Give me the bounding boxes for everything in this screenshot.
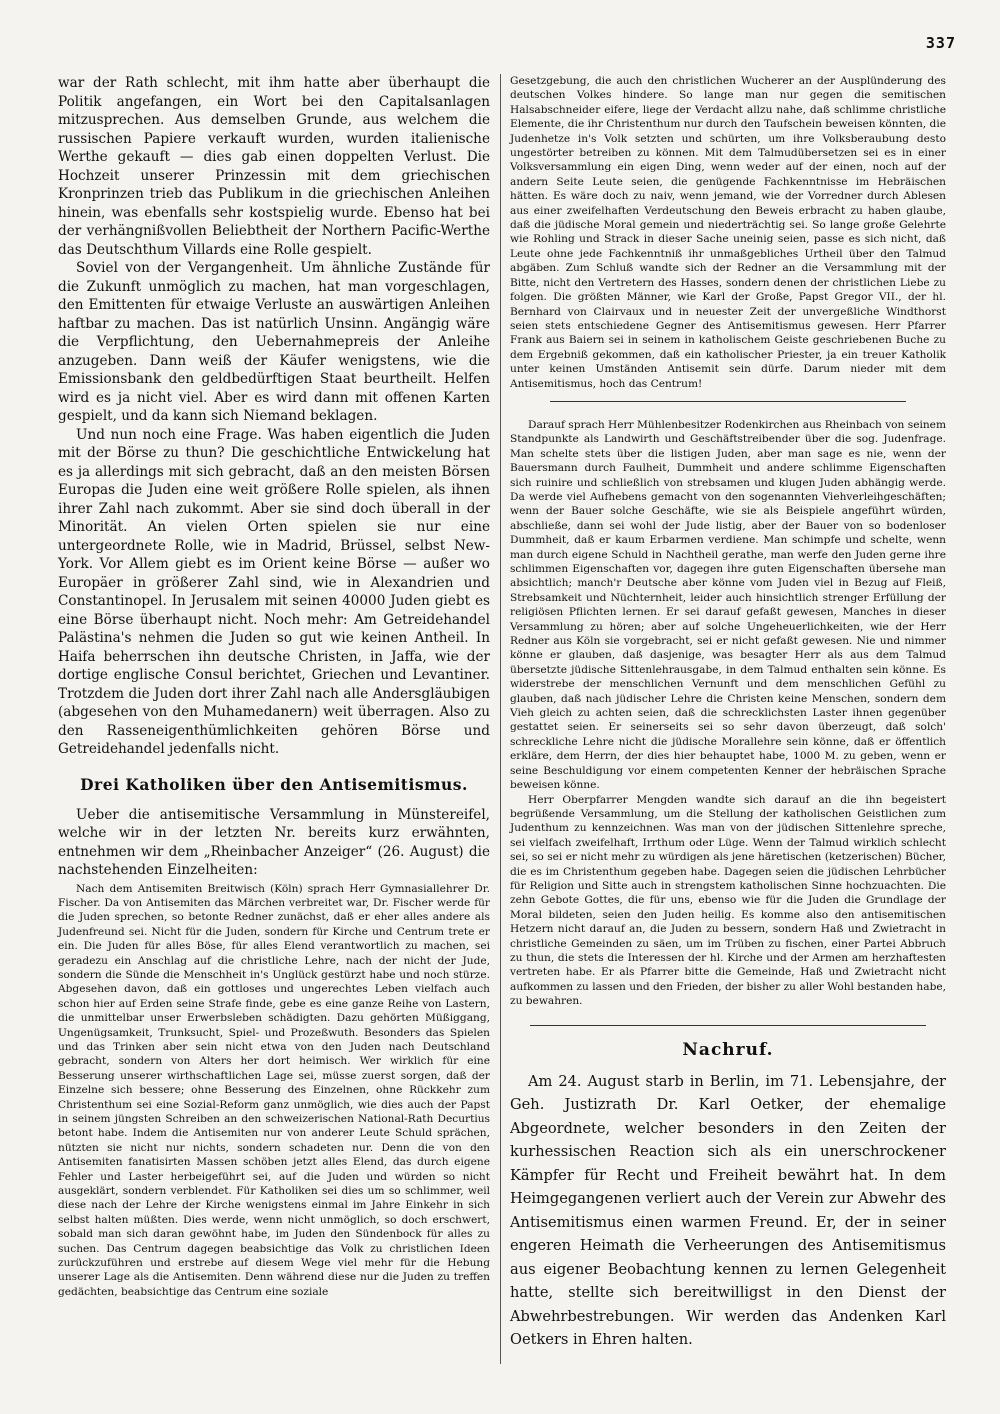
- article-paragraph-2: Soviel von der Vergangenheit. Um ähnliche Zustände für die Zukunft unmöglich zu machen, hat man vorgeschlagen, den Emittenten für etwaige Verluste an auswärtigen Anleihen haftbar zu machen. Das ist natürlich Unsinn. Angängig wäre die Verpflichtung, den Uebernahmepreis der Anleihe anzugeben. Dann weiß der Käufer wenigstens, wie die Emissionsbank den geldbedürftigen Staat beurtheilt. Helfen wird es ja nicht viel. Aber es wird dann mit offenen Karten gespielt, und da kann sich Niemand beklagen.: [58, 260, 490, 424]
- report-paragraph-continued: Gesetzgebung, die auch den christlichen Wucherer an der Ausplünderung des deutschen Volkes hindere. So lange man nur gegen die semitischen Halsabschneider eifere, liege der Verdacht allzu nahe, daß schlimme christliche Elemente, die ihr Christenthum nur durch den Taufschein beweisen könnten, die Judenhetze in's Volk setzten und schürten, um ihre Volksberaubung desto ungestörter betreiben zu können. Mit dem Talmudübersetzen sei es in einer Volksversammlung ein eigen Ding, wenn weder auf der einen, noch auf der andern Seite Leute seien, die genügende Fachkenntnisse im Hebräischen hätten. Es wäre doch zu naiv, wenn jemand, wie der Vorredner durch Ablesen aus einer zweifelhaften Verdeutschung den Beweis erbracht zu haben glaube, daß die jüdische Moral gemein und niederträchtig sei. So lange große Gelehrte wie Rohling und Strack in dieser Sache uneinig seien, passe es sich nicht, daß Leute ohne jede Fachkenntniß ihr unmaßgebliches Urtheil über den Talmud abgäben. Zum Schluß wandte sich der Redner an die Versammlung mit der Bitte, nicht den Vertretern des Hasses, sondern denen der christlichen Liebe zu folgen. Die größten Männer, wie Karl der Große, Papst Gregor VII., der hl. Bernhard von Clairvaux und in neuester Zeit der unvergeßliche Windthorst seien stets entschiedene Gegner des Antisemitismus gewesen. Herr Pfarrer Frank aus Baiern sei in seinem in katholischem Geiste geschriebenen Buche zu dem Ergebniß gekommen, daß ein katholischer Priester, ja ein treuer Katholik unter keinen Umständen Antisemit sein dürfe. Darum nieder mit dem Antisemitismus, hoch das Centrum!: [510, 75, 946, 390]
- article-paragraph-1: war der Rath schlecht, mit ihm hatte aber überhaupt die Politik angefangen, ein Wort bei den Capitalsanlagen mitzusprechen. Aus demselben Grunde, aus welchem die russischen Papiere verkauft wurden, wurden italienische Werthe gekauft — dies gab einen doppelten Verlust. Die Hochzeit unserer Prinzessin mit dem griechischen Kronprinzen trieb das Publikum in die griechischen Anleihen hinein, was ebenfalls sehr kostspielig wurde. Ebenso hat bei der verhängnißvollen Beliebtheit der Northern Pacific-Werthe das Deutschthum Villards eine Rolle gespielt.: [58, 75, 490, 258]
- nachruf-title: Nachruf.: [682, 1039, 774, 1060]
- page-number: 337: [925, 34, 956, 52]
- section-intro: Ueber die antisemitische Versammlung in Münstereifel, welche wir in der letzten Nr. bereits kurz erwähnten, entnehmen wir dem „Rheinbacher Anzeiger“ (26. August) die nachstehenden Einzelheiten:: [58, 806, 490, 878]
- column-divider: [500, 74, 501, 1364]
- left-column: [58, 74, 490, 1299]
- report-paragraph-fischer: Nach dem Antisemiten Breitwisch (Köln) sprach Herr Gymnasiallehrer Dr. Fischer. Da von Antisemiten das Märchen verbreitet war, Dr. Fischer werde für die Juden sprechen, so betonte Redner zunächst, daß er eher alles andere als Judenfreund sei. Nicht für die Juden, sondern für Kirche und Centrum trete er ein. Die Juden für alles Böse, für alles Elend verantwortlich zu machen, sei geradezu ein Anschlag auf die christliche Lehre, nach der nicht der Jude, sondern die Sünde die Menschheit in's Unglück gestürzt habe und noch stürze. Abgesehen davon, daß ein gottloses und ungerechtes Leben vielfach auch schon hier auf Erden seine Strafe finde, gebe es eine ganze Reihe von Lastern, die unmittelbar unser Erwerbsleben schädigten. Dazu gehörten Müßiggang, Ungenügsamkeit, Trunksucht, Spiel- und Prozeßwuth. Besonders das Spielen und das Trinken aber sein nicht etwa von den Juden nach Deutschland gebracht, sondern von Alters her dort heimisch. Wer wirklich für eine Besserung unserer wirthschaftlichen Lage sei, müsse zuerst sorgen, daß der Einzelne sich bessere; ohne Besserung des Einzelnen, ohne Rückkehr zum Christenthum sei eine Sozial-Reform ganz unmöglich, wie dies auch der Papst in seinem jüngsten Schreiben an den schweizerischen National-Rath Decurtius betont habe. Indem die Antisemiten nur von anderer Leute Schuld sprächen, nützten sie nicht nur nichts, sondern schadeten nur. Denn die von den Antisemiten fanatisirten Massen schöben jetzt alles Elend, das durch eigene Fehler und Laster herbeigeführt sei, auf die Juden und würden so nicht ausgeklärt, sondern verblendet. Für Katholiken sei dies um so schlimmer, weil diese nach der Lehre der Kirche wenigstens einmal im Jahre Einkehr in sich selbst halten müßten. Dies werde, wenn nicht unmöglich, so doch erschwert, sobald man sich daran gewöhnt habe, im Juden den Sündenbock für alles zu suchen. Das Centrum dagegen beabsichtige das Volk zu christlichen Ideen zurückzuführen und erstrebe auf diesem Wege viel mehr für die Hebung unserer Lage als die Antisemiten. Denn während diese nur die Juden zu treffen gedächten, beabsichtige das Centrum eine soziale: [58, 882, 490, 1298]
- nachruf-body: Am 24. August starb in Berlin, im 71. Lebensjahre, der Geh. Justizrath Dr. Karl Oetker, der ehemalige Abgeordnete, welcher besonders in den Zeiten der kurhessischen Reaction sich als ein unerschrockener Kämpfer für Recht und Freiheit bewährt hat. In dem Heimgegangenen verliert auch der Verein zur Abwehr des Antisemitismus einen warmen Freund. Er, der in seiner engeren Heimath die Verheerungen des Antisemitismus aus eigener Beobachtung kennen zu lernen Gelegenheit hatte, stellte sich bereitwilligst in den Dienst der Abwehrbestrebungen. Wir werden das Andenken Karl Oetkers in Ehren halten.: [510, 1072, 946, 1349]
- report-paragraph-mengden: Herr Oberpfarrer Mengden wandte sich darauf an die ihn begeistert begrüßende Versammlung, um die Stellung der katholischen Geistlichen zum Judenthum zu kennzeichnen. Was man von der jüdischen Sittenlehre spreche, sei vielfach zweifelhaft, Irrthum oder Lüge. Wenn der Talmud wirklich schlecht sei, so sei er nicht mehr zu würdigen als jene häretischen (ketzerischen) Bücher, die es im Christenthum gegeben habe. Dagegen seien die jüdischen Lehrbücher für Religion und Sitte auch in strengstem katholischen Sinne hochzuachten. Die zehn Gebote Gottes, die für uns, ebenso wie für die Juden die Grundlage der Moral bildeten, seien den Juden heilig. Es komme also den antisemitischen Hetzern nicht darauf an, die Juden zu bessern, sondern Haß und Zwietracht in christliche Gemeinden zu säen, um im Trüben zu fischen, einer Partei Abbruch zu thun, die stets die Interessen der hl. Kirche und der Armen am herzhaftesten vertreten habe. Er als Pfarrer bitte die Gemeinde, Haß und Zwietracht nicht aufkommen zu lassen und den Frieden, der bisher zu aller Wohl bestanden habe, zu bewahren.: [510, 793, 946, 1008]
- separator-rule: [550, 401, 906, 402]
- article-paragraph-3: Und nun noch eine Frage. Was haben eigentlich die Juden mit der Börse zu thun? Die geschichtliche Entwickelung hat es ja allerdings mit sich gebracht, daß an den meisten Börsen Europas die Juden eine weit größere Rolle spielen, als ihnen ihrer Zahl nach zukommt. Aber sie sind doch überall in der Minorität. An vielen Orten spielen sie nur eine untergeordnete Rolle, wie in Madrid, Brüssel, selbst New-York. Vor Allem giebt es im Orient keine Börse — außer wo Europäer in größerer Zahl sind, wie in Alexandrien und Constantinopel. In Jerusalem mit seinen 40000 Juden giebt es eine Börse überhaupt nicht. Noch mehr: Am Getreidehandel Palästina's nehmen die Juden so gut wie keinen Antheil. In Haifa beherrschen ihn deutsche Christen, in Jaffa, wie der dortige englische Consul berichtet, Griechen und Levantiner. Trotzdem die Juden dort ihrer Zahl nach alle Andersgläubigen (abgesehen von den Muhamedanern) weit überragen. Also zu den Rasseneigenthümlichkeiten gehören Börse und Getreidehandel jedenfalls nicht.: [58, 426, 490, 757]
- right-column: [510, 74, 946, 1352]
- section-title: Drei Katholiken über den Antisemitismus.: [80, 774, 468, 794]
- report-paragraph-rodenkirchen: Darauf sprach Herr Mühlenbesitzer Rodenkirchen aus Rheinbach von seinem Standpunkte als Landwirth und Geschäftstreibender über die sog. Judenfrage. Man schelte stets über die listigen Juden, aber man sage es nie, wenn der Bauersmann durch Faulheit, Dummheit und andere schlimme Eigenschaften sich ruinire und schließlich von strebsamen und klugen Juden abhängig werde. Da werde viel Aufhebens gemacht von den sogenannten Viehverleihgeschäften; wenn der Bauer solche Geschäfte, wie sie als Beispiele angeführt würden, abschließe, dann sei wohl der Jude listig, aber der Bauer von so bodenloser Dummheit, daß er kaum Erbarmen verdiene. Man schimpfe und schelte, wenn man durch eigene Schuld in Nachtheil gerathe, man werfe den Juden gerne ihre schlimmen Eigenschaften vor, dagegen ihre guten Eigenschaften übersehe man absichtlich; manch'r Deutsche aber könne vom Juden viel in Bezug auf Fleiß, Strebsamkeit und Nüchternheit, leider auch hinsichtlich strenger Erfüllung der religiösen Pflichten lernen. Er sei darauf gefaßt gewesen, Manches in dieser Versammlung zu hören; aber auf solche Ungeheuerlichkeiten, wie der Herr Redner aus Köln sie vorgebracht, sei er nicht gefaßt gewesen. Nie und nimmer könne er glauben, daß dasjenige, was besagter Herr als aus dem Talmud übersetzte jüdische Sittenlehrausgabe, in dem Talmud enthalten sein könne. Es widerstrebe der menschlichen Vernunft und dem menschlichen Gefühl zu glauben, daß nach jüdischer Lehre die Christen keine Menschen, sondern dem Vieh gleich zu achten seien, daß die schrecklichsten Laster ihnen gegenüber gestattet seien. Er seinerseits sei so sehr davon überzeugt, daß solch' schreckliche Lehre nicht die jüdische Morallehre sein könne, daß er öffentlich erkläre, dem Herrn, der dies hier behauptet habe, 1000 M. zu geben, wenn er seine Beschuldigung vor einem competenten Kenner der hebräischen Sprache beweisen könne.: [510, 418, 946, 792]
- separator-rule-nachruf: [530, 1025, 926, 1026]
